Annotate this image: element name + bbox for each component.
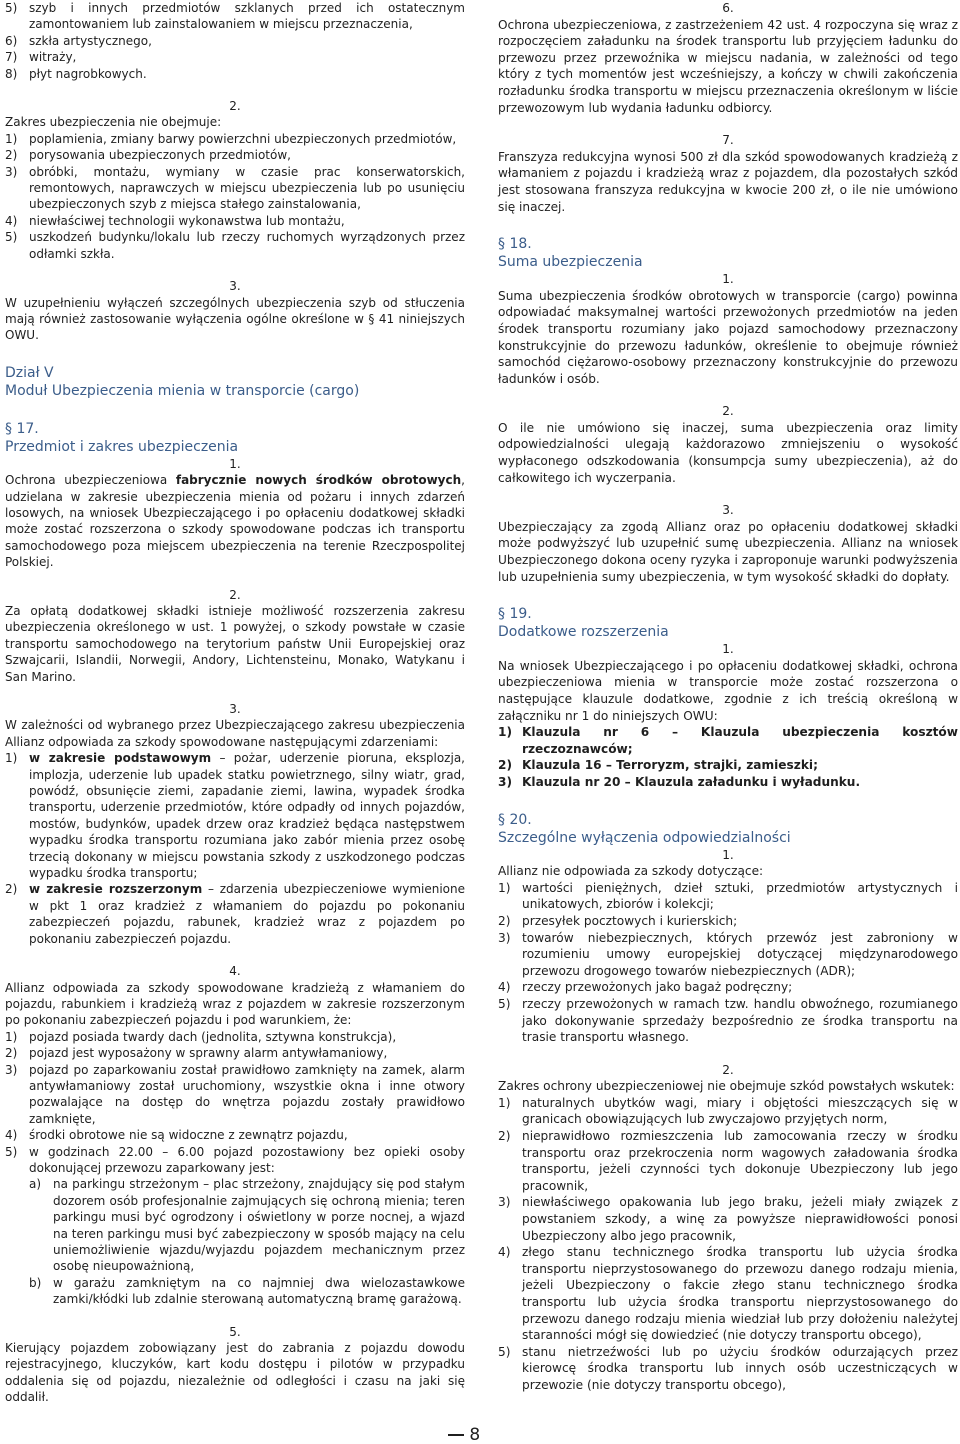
- list-item: 4) środki obrotowe nie są widoczne z zewnątrz pojazdu,: [5, 1128, 348, 1143]
- paragraph-text: O ile nie umówiono się inaczej, suma ubezpieczenia oraz limity odpowiedzialności ulegają każdorazowo zmniejszeniu o wysokość wypłaconego odszkodowania (konsumpcja sumy ubezpieczenia), aż do całkowitego ich wyczerpania.: [498, 420, 958, 485]
- section-number: § 19.: [498, 606, 532, 623]
- list-item: 4) złego stanu technicznego środka transportu lub użycia środka transportu nieprzystosowanego do przewozu danego rodzaju mienia, jeżeli Ubezpieczony o fakcie złego stanu technicznego środka transportu lub użycia środka transportu nieprzystosowanego do przewozu danego rodzaju mienia wiedział lub przy dołożeniu należytej staranności mógł się dowiedzieć (nie dotyczy transportu obcego),: [498, 1245, 958, 1343]
- parking-conditions-list: [29, 1176, 465, 1307]
- paragraph-text: Na wniosek Ubezpieczającego i po opłaceniu dodatkowej składki, ochrona ubezpieczeniowa mienia w transporcie może zostać rozszerzona o następujące klauzule dodatkowe, zgodnie z ich treścią określoną w załączniku nr 1 do niniejszych OWU:: [498, 658, 958, 723]
- excluded-causes-list: [498, 1095, 958, 1394]
- paragraph-text: Allianz nie odpowiada za szkody dotyczące:: [498, 864, 764, 879]
- list-item: 3) Klauzula nr 20 – Klauzula załadunku i wyładunku.: [498, 774, 861, 789]
- paragraph-number: 2.: [229, 587, 241, 602]
- exclusions-list: [5, 131, 465, 262]
- list-item: 1) poplamienia, zmiany barwy powierzchni ubezpieczonych przedmiotów,: [5, 131, 457, 146]
- list-item: 2) Klauzula 16 – Terroryzm, strajki, zamieszki;: [498, 758, 818, 773]
- section-title: Dodatkowe rozszerzenia: [498, 624, 669, 641]
- list-item: 2) w zakresie rozszerzonym – zdarzenia ubezpieczeniowe wymienione w pkt 1 oraz kradzież z włamaniem do pojazdu po pokonaniu zabezpieczeń pojazdu, rabunek, kradzież wraz z pojazdem po pokonaniu zabezpieczeń pojazdu.: [5, 882, 465, 946]
- list-item: a) na parkingu strzeżonym – plac strzeżony, znajdujący się pod stałym dozorem osób profesjonalnie zajmujących się ochroną mienia; teren parkingu musi być ogrodzony i oświetlony w porze nocnej, a wjazd na teren parkingu musi być zabezpieczony w sposób mający na celu uniemożliwienie wjazdu/wyjazdu pojazdem mechanicznym przez osobę nieupoważnioną,: [29, 1177, 465, 1274]
- paragraph-number: 3.: [229, 279, 241, 294]
- paragraph-number: 6.: [722, 1, 734, 15]
- section-number: § 18.: [498, 236, 532, 253]
- glass-exclusions-tail-list: [5, 0, 465, 82]
- excluded-items-list: [498, 880, 958, 1046]
- paragraph-number: 1.: [229, 456, 241, 471]
- paragraph-number: 3.: [722, 503, 734, 518]
- list-item: 1) wartości pieniężnych, dzieł sztuki, przedmiotów artystycznych i unikatowych, zbiorów i kolekcji;: [498, 880, 958, 912]
- paragraph-number: 1.: [722, 642, 734, 657]
- list-item: 5) rzeczy przewożonych w ramach tzw. handlu obwoźnego, rozumianego jako dokonywanie sprzedaży bezpośrednio ze środka transportu na trasie transportu własnego.: [498, 996, 958, 1045]
- paragraph-number: 3.: [229, 702, 241, 716]
- list-item: 7) witraży,: [5, 50, 77, 65]
- list-item: 3) niewłaściwego opakowania lub jego braku, jeżeli miały związek z powstaniem szkody, a winę za powyższe nieprawidłowości ponosi Ubezpieczony albo jego pracownik,: [498, 1195, 958, 1243]
- paragraph-text: Ubezpieczający za zgodą Allianz oraz po opłaceniu dodatkowej składki może podwyższyć lub uzupełnić sumę ubezpieczenia. Allianz na wniosek Ubezpieczonego dokona oceny ryzyka i zaproponuje warunki podwyższenia lub uzupełnienia sumy ubezpieczenia, w tym wysokość składki do dopłaty.: [498, 519, 958, 584]
- list-item: 5) stanu nietrzeźwości lub po użyciu środków odurzających przez kierowcę środka transportu lub innych osób uczestniczących w przewozie (nie dotyczy transportu obcego),: [498, 1344, 958, 1392]
- list-item: 4) rzeczy przewożonych jako bagaż podręczny;: [498, 980, 793, 995]
- list-item: 6) szkła artystycznego,: [5, 33, 152, 48]
- list-item: b) w garażu zamkniętym na co najmniej dwa wielozastawkowe zamki/kłódki lub zdalnie sterowaną automatyczną bramę garażową.: [29, 1275, 465, 1307]
- list-item: 3) towarów niebezpiecznych, których przewóz jest zabroniony w rozumieniu umowy europejskiej dotyczącej międzynarodowego przewozu drogowego towarów niebezpiecznych (ADR);: [498, 930, 958, 978]
- paragraph-text: Franszyza redukcyjna wynosi 500 zł dla szkód spowodowanych kradzieżą z włamaniem z pojazdu i kradzieżą wraz z pojazdem, dla pozostałych szkód jest stosowana franszyza redukcyjna w kwocie 200 zł, o ile nie umówiono się inaczej.: [498, 149, 958, 214]
- list-item: 2) przesyłek pocztowych i kurierskich;: [498, 913, 738, 928]
- section-title: Suma ubezpieczenia: [498, 254, 643, 271]
- left-column: [5, 0, 465, 1406]
- module-title: Moduł Ubezpieczenia mienia w transporcie (cargo): [5, 382, 360, 399]
- section-number: § 20.: [498, 811, 532, 828]
- theft-conditions-list: [5, 1029, 465, 1308]
- paragraph-number: 1.: [722, 272, 734, 287]
- coverage-scope-list: [5, 750, 465, 947]
- page-number: 8: [469, 1425, 481, 1444]
- paragraph-text: Suma ubezpieczenia środków obrotowych w transporcie (cargo) powinna odpowiadać maksymalnej wartości przewożonych przedmiotów na jeden środek transportu rozumiany jako pojazd samochodowy przeznaczony konstrukcyjnie do przewozu ładunków, określenie to obejmuje również samochód ciężarowo-osobowy przeznaczony konstrukcyjnie do przewozu ładunków i osób.: [498, 288, 958, 386]
- list-item: 2) porysowania ubezpieczonych przedmiotów,: [5, 148, 291, 163]
- list-item: 5) szyb i innych przedmiotów szklanych przed ich ostatecznym zamontowaniem lub zainstalowaniem w miejscu przeznaczenia,: [5, 1, 465, 32]
- section-title: Szczególne wyłączenia odpowiedzialności: [498, 829, 791, 846]
- paragraph-text: Allianz odpowiada za szkody spowodowane kradzieżą z włamaniem do pojazdu, rabunkiem i kradzieżą wraz z pojazdem w zakresie rozszerzonym po pokonaniu zabezpieczeń pojazdu i pod warunkiem, że:: [5, 980, 465, 1028]
- footer-dash-left: [448, 1434, 464, 1436]
- paragraph-number: 2.: [722, 1062, 734, 1077]
- clauses-list: [498, 724, 958, 790]
- list-item: 2) pojazd jest wyposażony w sprawny alarm antywłamaniowy,: [5, 1046, 388, 1061]
- paragraph-text: Ochrona ubezpieczeniowa, z zastrzeżeniem 42 ust. 4 rozpoczyna się wraz z rozpoczęciem załadunku na środek transportu lub przyjęciem ładunku do przewozu przez przewoźnika w miejscu nadania, w zależności od tego który z tych momentów jest wcześniejszy, a kończy w chwili zakończenia rozładunku środka transportu w miejscu przeznaczenia określonym w liście przewozowym lub wydania ładunku odbiorcy.: [498, 17, 958, 115]
- division-heading: Dział V: [5, 364, 54, 381]
- list-item: 3) obróbki, montażu, wymiany w czasie prac konserwatorskich, remontowych, naprawczych w miejscu ubezpieczenia lub po usunięciu ubezpieczonych szyb z miejsca stałego zainstalowania,: [5, 164, 465, 212]
- section-title: Przedmiot i zakres ubezpieczenia: [5, 438, 239, 455]
- paragraph-number: 2.: [229, 99, 241, 114]
- paragraph-text: Zakres ubezpieczenia nie obejmuje:: [5, 115, 222, 130]
- paragraph-number: 5.: [229, 1324, 241, 1339]
- paragraph-number: 1.: [722, 847, 734, 862]
- paragraph-number: 7.: [722, 133, 734, 148]
- paragraph-number: 4.: [229, 964, 241, 979]
- paragraph-text: W zależności od wybranego przez Ubezpieczającego zakresu ubezpieczenia Allianz odpowiada za szkody spowodowane następującymi zdarzeniami:: [5, 718, 465, 749]
- paragraph-text: Zakres ochrony ubezpieczeniowej nie obejmuje szkód powstałych wskutek:: [498, 1079, 955, 1094]
- right-column: [498, 0, 958, 1394]
- list-item: 1) w zakresie podstawowym – pożar, uderzenie pioruna, eksplozja, implozja, uderzenie lub upadek statku powietrznego, silny wiatr, grad, powódź, obsunięcie ziemi, zapadanie ziemi, lawina, wypadek środka transportu, uderzenie przedmiotów, które odpadły od innych pojazdów, mostów, budynków, upadek drzew oraz kradzież będąca następstwem wypadku środka transportu rozumiana jako zabór mienia przez osobę trzecią dokonany w miejscu powstania szkody z uszkodzonego podczas wypadku środka transportu;: [5, 751, 465, 881]
- list-item: 5) w godzinach 22.00 – 6.00 pojazd pozostawiony bez opieki osoby dokonującej przewozu zaparkowany jest: a) na parkingu strzeżonym – plac strzeżony, znajdujący się pod stałym dozorem osób profesjonalnie zajmujących się ochroną mienia; teren parkingu musi być ogrodzony i oświetlony w porze nocnej, a wjazd na teren parkingu musi być zabezpieczony w sposób mający na celu uniemożliwienie wjazdu/wyjazdu pojazdem mechanicznym przez osobę nieupoważnioną, b) w garażu zamkniętym na co najmniej dwa wielozastawkowe zamki/kłódki lub zdalnie sterowaną automatyczną bramę garażową.: [5, 1144, 465, 1307]
- page-footer: [448, 1425, 480, 1444]
- paragraph-text: W uzupełnieniu wyłączeń szczególnych ubezpieczenia szyb od stłuczenia mają również zastosowanie wyłączenia ogólne określone w § 41 niniejszych OWU.: [5, 295, 465, 343]
- list-item: 8) płyt nagrobkowych.: [5, 66, 147, 81]
- paragraph-text: Za opłatą dodatkowej składki istnieje możliwość rozszerzenia zakresu ubezpieczenia określonego w ust. 1 powyżej, o szkody powstałe w czasie transportu samochodowego na terytorium państw Unii Europejskiej oraz Szwajcarii, Islandii, Norwegii, Andory, Lichtensteinu, Monako, Watykanu i San Marino.: [5, 603, 465, 684]
- list-item: 2) nieprawidłowo rozmieszczenia lub zamocowania rzeczy w środku transportu oraz przekroczenia norm wagowych załadowania środka transportu, jeżeli czynności tych dokonuje Ubezpieczony lub jego pracownik,: [498, 1129, 958, 1193]
- paragraph-text: Kierujący pojazdem zobowiązany jest do zabrania z pojazdu dowodu rejestracyjnego, kluczyków, kart kodu dostępu i pilotów w przypadku oddalenia się od pojazdu, niezależnie od odległości i czasu na jaki się oddalił.: [5, 1341, 465, 1405]
- section-number: § 17.: [5, 420, 39, 437]
- list-item: 1) Klauzula nr 6 – Klauzula ubezpieczenia kosztów rzeczoznawców;: [498, 725, 958, 756]
- paragraph-number: 2.: [722, 404, 734, 419]
- list-item: 4) niewłaściwej technologii wykonawstwa lub montażu,: [5, 213, 345, 228]
- list-item: 1) naturalnych ubytków wagi, miary i objętości mieszczących się w granicach obowiązujących lub zwyczajowo przyjętych norm,: [498, 1095, 958, 1127]
- list-item: 3) pojazd po zaparkowaniu został prawidłowo zamknięty na zamek, alarm antywłamaniowy został uruchomiony, wszystkie okna i inne otwory pozwalające na dostęp do wnętrza pojazdu zostały prawidłowo zamknięte,: [5, 1062, 465, 1126]
- list-item: 5) uszkodzeń budynku/lokalu lub rzeczy ruchomych wyrządzonych przez odłamki szkła.: [5, 230, 465, 261]
- paragraph-text: Ochrona ubezpieczeniowa fabrycznie nowych środków obrotowych, udzielana w zakresie ubezpieczenia mienia od pożaru i innych zdarzeń losowych, na wniosek Ubezpieczającego i po opłaceniu dodatkowej składki może zostać rozszerzona o szkody spowodowane podczas ich transportu samochodowego poza miejscem ubezpieczenia na terenie Rzeczpospolitej Polskiej.: [5, 473, 465, 570]
- list-item: 1) pojazd posiada twardy dach (jednolita, sztywna konstrukcja),: [5, 1029, 397, 1044]
